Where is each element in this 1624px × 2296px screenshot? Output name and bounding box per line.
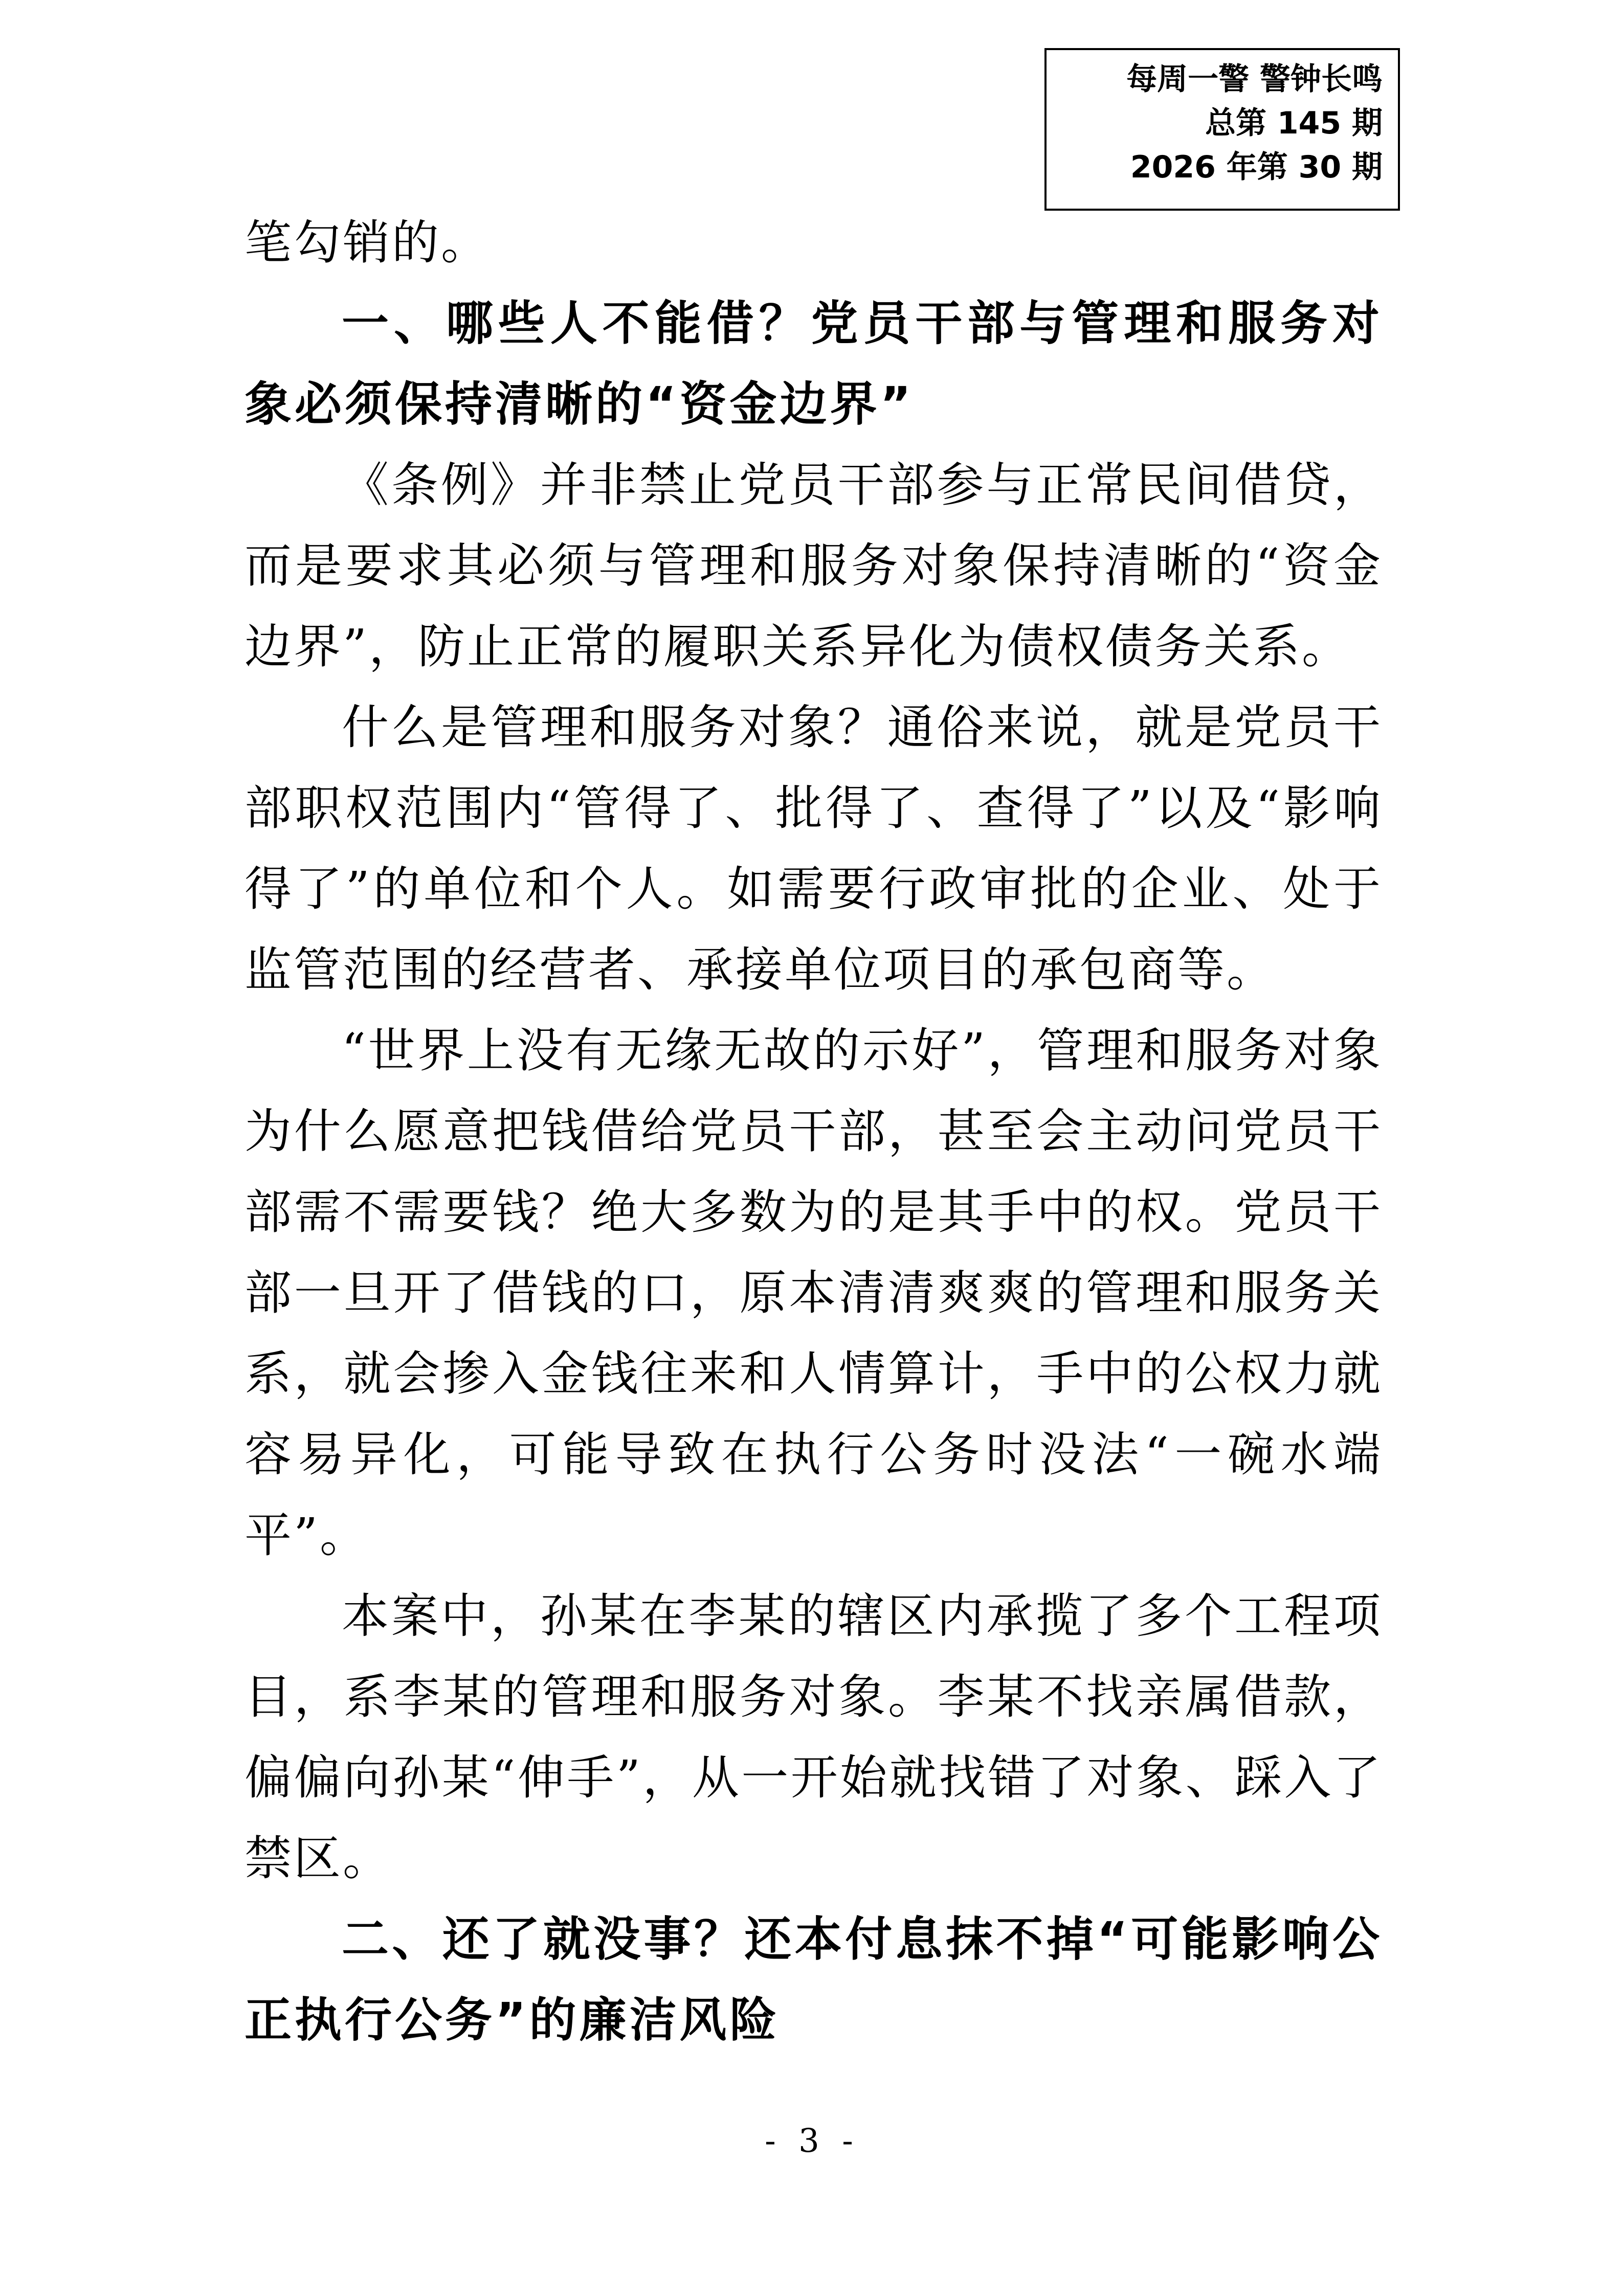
header-year-issue: 2026 年第 30 期 xyxy=(1130,149,1383,185)
paragraph-definition: 什么是管理和服务对象？通俗来说，就是党员干部职权范围内“管得了、批得了、查得了”以及“影响得了”的单位和个人。如需要行政审批的企业、处于监管范围的经营者、承接单位项目的承包商等。 xyxy=(244,700,1383,997)
page-number: - 3 - xyxy=(765,2122,859,2160)
paragraph-continuation: 笔勾销的。 xyxy=(244,215,491,270)
paragraph-motive: “世界上没有无缘无故的示好”，管理和服务对象为什么愿意把钱借给党员干部，甚至会主动问党员干部需不需要钱？绝大多数为的是其手中的权。党员干部一旦开了借钱的口，原本清清爽爽的管理和服务关系，就会掺入金钱往来和人情算计，手中的公权力就容易异化，可能导致在执行公务时没法“一碗水端平”。 xyxy=(244,1023,1383,1563)
paragraph-regulation: 《条例》并非禁止党员干部参与正常民间借贷，而是要求其必须与管理和服务对象保持清晰的“资金边界”，防止正常的履职关系异化为债权债务关系。 xyxy=(244,458,1383,674)
header-total-issue: 总第 145 期 xyxy=(1205,105,1383,141)
section-heading-2: 二、还了就没事？还本付息抹不掉“可能影响公正执行公务”的廉洁风险 xyxy=(244,1912,1383,2047)
header-slogan: 每周一警 警钟长鸣 xyxy=(1126,61,1383,97)
document-body xyxy=(244,202,1383,2061)
paragraph-case: 本案中，孙某在李某的辖区内承揽了多个工程项目，系李某的管理和服务对象。李某不找亲属借款，偏偏向孙某“伸手”，从一开始就找错了对象、踩入了禁区。 xyxy=(244,1589,1383,1886)
section-heading-1: 一、哪些人不能借？党员干部与管理和服务对象必须保持清晰的“资金边界” xyxy=(244,296,1383,432)
issue-header-box xyxy=(1044,48,1400,211)
